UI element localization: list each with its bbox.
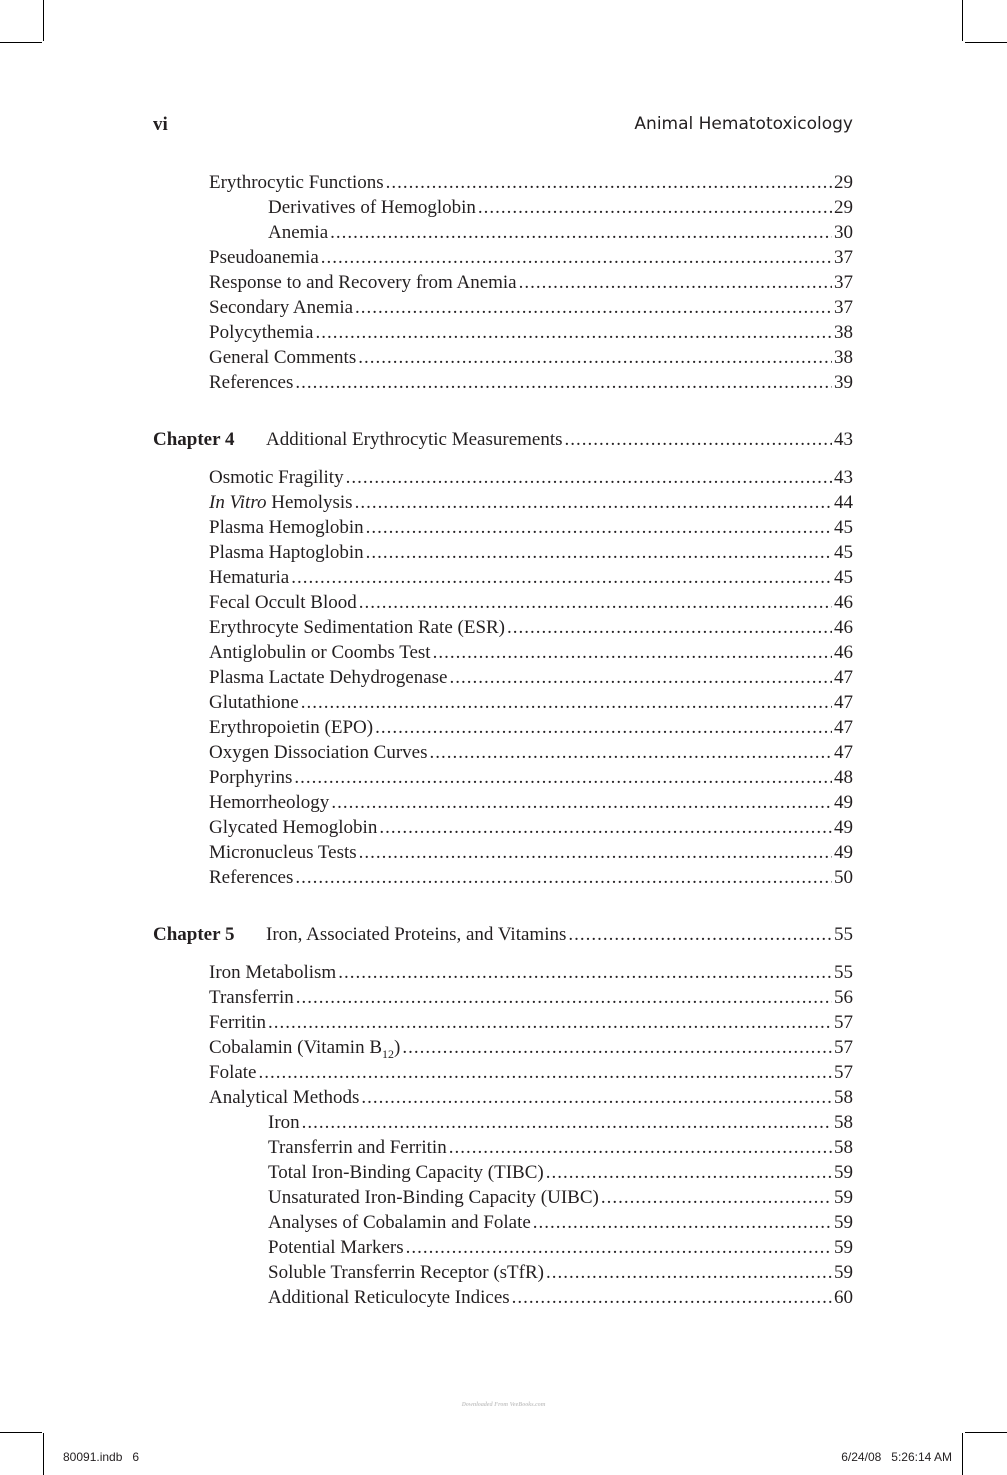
toc-entry-title	[268, 1212, 531, 1234]
toc-entry	[153, 962, 853, 987]
toc-entry-title-text: Oxygen Dissociation Curves	[209, 742, 428, 763]
dot-leader	[355, 492, 832, 514]
toc-page-number: 58	[834, 1137, 853, 1158]
toc-entry-title-text: Iron, Associated Proteins, and Vitamins	[266, 924, 567, 945]
toc-entry-title-text: Erythrocyte Sedimentation Rate (ESR)	[209, 617, 506, 638]
dot-leader	[565, 429, 832, 451]
toc-entry-title-text: Pseudoanemia	[209, 247, 319, 268]
dot-leader	[366, 542, 832, 564]
toc-entry-title-text: Additional Erythrocytic Measurements	[266, 429, 563, 450]
toc-entry	[153, 792, 853, 817]
toc-entry	[153, 1112, 853, 1137]
toc-entry	[153, 1037, 853, 1062]
toc-entry-title	[209, 272, 517, 294]
dot-leader	[601, 1187, 832, 1209]
dot-leader	[295, 867, 832, 889]
toc-page-number: 37	[834, 297, 853, 318]
watermark: Downloaded From VeeBooks.com	[461, 1402, 546, 1408]
toc-entry-title-text: Micronucleus Tests	[209, 842, 357, 863]
toc-entry-title-text: References	[209, 372, 294, 393]
toc-entry-title-text: Porphyrins	[209, 767, 293, 788]
toc-entry	[153, 172, 853, 197]
toc-entry-title-text: Iron Metabolism	[209, 962, 337, 983]
toc-entry	[153, 987, 853, 1012]
dot-leader	[375, 717, 832, 739]
toc-entry-title	[209, 592, 357, 614]
toc-entry-title-italic: In Vitro	[209, 492, 267, 513]
toc-entry-title	[268, 1262, 544, 1284]
toc-entry-title	[266, 429, 563, 451]
toc-page-number: 38	[834, 322, 853, 343]
toc-entry-title	[209, 1037, 400, 1062]
toc-entry-title-text: Secondary Anemia	[209, 297, 354, 318]
toc-entry	[153, 592, 853, 617]
toc-entry-title	[209, 842, 357, 864]
toc-entry-title-text: Analyses of Cobalamin and Folate	[268, 1212, 531, 1233]
crop-mark	[43, 1433, 44, 1475]
toc-page-number: 57	[834, 1037, 853, 1058]
toc-page-number: 50	[834, 867, 853, 888]
toc-entry-title	[268, 1112, 300, 1134]
toc-entry	[153, 867, 853, 892]
toc-entry-title	[209, 962, 336, 984]
toc-page-number: 47	[834, 667, 853, 688]
dot-leader	[366, 517, 832, 539]
dot-leader	[429, 742, 832, 764]
toc-entry-title-text: Potential Markers	[268, 1237, 404, 1258]
toc-page-number: 39	[834, 372, 853, 393]
toc-entry	[153, 517, 853, 542]
toc-entry	[153, 222, 853, 247]
toc-entry-title	[209, 297, 353, 319]
toc-entry	[153, 717, 853, 742]
dot-leader	[259, 1062, 833, 1084]
crop-mark	[43, 0, 44, 41]
toc-page-number: 57	[834, 1012, 853, 1033]
toc-entry-title	[209, 867, 293, 889]
toc-entry	[153, 197, 853, 222]
page-folio: vi	[153, 114, 168, 135]
toc-page-number: 48	[834, 767, 853, 788]
toc-page-number: 49	[834, 842, 853, 863]
dot-leader	[433, 642, 832, 664]
toc-entry	[153, 817, 853, 842]
crop-mark	[962, 0, 963, 41]
toc-entry-title	[268, 1287, 510, 1309]
toc-entry-title-text: Unsaturated Iron-Binding Capacity (UIBC)	[268, 1187, 599, 1208]
toc-entry-title-text: Transferrin and Ferritin	[268, 1137, 447, 1158]
toc-page-number: 46	[834, 617, 853, 638]
footer-timestamp: 6/24/08 5:26:14 AM	[841, 1450, 952, 1464]
toc-page-number: 29	[834, 197, 853, 218]
toc-entry-title	[268, 1237, 404, 1259]
toc-chapter-entry	[153, 429, 853, 454]
toc-entry-title-text: Soluble Transferrin Receptor (sTfR)	[268, 1262, 544, 1283]
dot-leader	[294, 767, 832, 789]
dot-leader	[346, 467, 832, 489]
toc-page-number: 59	[834, 1162, 853, 1183]
dot-leader	[315, 322, 832, 344]
toc-entry-title	[209, 247, 319, 269]
toc-page-number: 38	[834, 347, 853, 368]
toc-entry	[153, 347, 853, 372]
toc-entry-title-text: Erythrocytic Functions	[209, 172, 384, 193]
dot-leader	[301, 692, 832, 714]
dot-leader	[268, 1012, 832, 1034]
toc-entry-title	[209, 1062, 257, 1084]
toc-page-number: 58	[834, 1087, 853, 1108]
toc-entry	[153, 567, 853, 592]
toc-page-number: 59	[834, 1187, 853, 1208]
toc-page-number: 46	[834, 592, 853, 613]
toc-entry-title-text: Ferritin	[209, 1012, 266, 1033]
toc-entry-title-text: Glutathione	[209, 692, 299, 713]
toc-entry-title	[268, 1187, 599, 1209]
toc-page-number: 43	[834, 467, 853, 488]
dot-leader	[338, 962, 832, 984]
toc-entry-title-text: Response to and Recovery from Anemia	[209, 272, 517, 293]
dot-leader	[449, 667, 832, 689]
toc-entry-title-text: Transferrin	[209, 987, 294, 1008]
toc-page-number: 37	[834, 272, 853, 293]
toc-entry	[153, 1012, 853, 1037]
toc-entry-title	[209, 692, 299, 714]
toc-entry-title	[209, 642, 431, 664]
toc-entry-title	[209, 492, 353, 514]
crop-mark	[962, 1433, 963, 1475]
toc-page-number: 47	[834, 742, 853, 763]
dot-leader	[361, 1087, 832, 1109]
toc-entry-title-text: Glycated Hemoglobin	[209, 817, 378, 838]
toc-entry-title	[268, 1137, 447, 1159]
toc-entry-title-text: Cobalamin (Vitamin B	[209, 1037, 383, 1058]
running-head	[153, 114, 853, 138]
dot-leader	[355, 297, 832, 319]
toc-entry-title	[209, 742, 427, 764]
toc-page-number: 59	[834, 1237, 853, 1258]
footer-file: 80091.indb 6	[63, 1450, 140, 1464]
toc-page-number: 44	[834, 492, 853, 513]
toc-entry-title-text: Plasma Lactate Dehydrogenase	[209, 667, 448, 688]
toc-entry-title-suffix: )	[394, 1037, 401, 1058]
toc-entry	[153, 1262, 853, 1287]
toc-entry-title-text: General Comments	[209, 347, 357, 368]
toc-page-number: 45	[834, 567, 853, 588]
toc-entry-title	[268, 222, 328, 244]
toc-chapter-entry	[153, 924, 853, 949]
toc-entry-title	[209, 792, 329, 814]
toc-page-number: 30	[834, 222, 853, 243]
toc-entry-title	[268, 197, 476, 219]
toc-entry	[153, 542, 853, 567]
toc-page-number: 56	[834, 987, 853, 1008]
crop-mark	[965, 42, 1007, 43]
dot-leader	[546, 1262, 832, 1284]
toc-entry	[153, 667, 853, 692]
toc-entry-title	[209, 1087, 359, 1109]
crop-mark	[965, 1432, 1007, 1433]
toc-entry-title-text: Additional Reticulocyte Indices	[268, 1287, 510, 1308]
toc-entry-title	[209, 1012, 266, 1034]
dot-leader	[291, 567, 832, 589]
dot-leader	[478, 197, 832, 219]
toc-entry	[153, 842, 853, 867]
toc-entry-title	[209, 717, 373, 739]
toc-entry-title	[209, 542, 364, 564]
dot-leader	[359, 842, 832, 864]
dot-leader	[406, 1237, 832, 1259]
dot-leader	[296, 987, 832, 1009]
toc-entry-title	[209, 987, 294, 1009]
toc-page-number: 37	[834, 247, 853, 268]
toc-page-number: 55	[834, 962, 853, 983]
toc-entry	[153, 1137, 853, 1162]
toc-entry	[153, 467, 853, 492]
toc-entry-title-text: Analytical Methods	[209, 1087, 360, 1108]
chapter-number: Chapter 5	[153, 924, 235, 945]
crop-mark	[0, 1432, 42, 1433]
dot-leader	[402, 1037, 832, 1059]
dot-leader	[507, 617, 832, 639]
dot-leader	[321, 247, 832, 269]
toc-entry-title	[209, 817, 377, 839]
toc-page-number: 43	[834, 429, 853, 450]
dot-leader	[295, 372, 832, 394]
dot-leader	[568, 924, 832, 946]
toc-page-number: 49	[834, 792, 853, 813]
toc-entry-title	[209, 467, 344, 489]
toc-entry	[153, 1062, 853, 1087]
toc-page-number: 45	[834, 517, 853, 538]
toc-page-number: 60	[834, 1287, 853, 1308]
toc-entry	[153, 617, 853, 642]
toc-entry-title-subscript: 12	[382, 1046, 395, 1061]
table-of-contents	[153, 172, 853, 1312]
toc-page-number: 59	[834, 1262, 853, 1283]
toc-entry-title-text: Plasma Haptoglobin	[209, 542, 364, 563]
toc-entry-title-text: Plasma Hemoglobin	[209, 517, 364, 538]
toc-entry-title	[209, 667, 447, 689]
toc-entry-title-text: Hematuria	[209, 567, 290, 588]
dot-leader	[512, 1287, 832, 1309]
toc-entry	[153, 1287, 853, 1312]
toc-page-number: 29	[834, 172, 853, 193]
toc-entry-title-text: Fecal Occult Blood	[209, 592, 357, 613]
toc-entry-title	[209, 347, 356, 369]
toc-page-number: 45	[834, 542, 853, 563]
toc-entry	[153, 297, 853, 322]
toc-page-number: 58	[834, 1112, 853, 1133]
dot-leader	[533, 1212, 832, 1234]
toc-entry-title-text: Antiglobulin or Coombs Test	[209, 642, 431, 663]
toc-page-number: 47	[834, 717, 853, 738]
toc-entry-title-text: Iron	[268, 1112, 300, 1133]
dot-leader	[358, 347, 832, 369]
toc-entry-title-text: Folate	[209, 1062, 257, 1083]
toc-entry-title	[209, 172, 384, 194]
toc-entry	[153, 322, 853, 347]
toc-entry-title-text: Osmotic Fragility	[209, 467, 344, 488]
toc-entry	[153, 1087, 853, 1112]
dot-leader	[331, 792, 832, 814]
toc-entry	[153, 767, 853, 792]
toc-entry	[153, 1212, 853, 1237]
dot-leader	[546, 1162, 832, 1184]
toc-entry	[153, 1162, 853, 1187]
book-title: Animal Hematotoxicology	[634, 114, 853, 134]
toc-entry-title-text: Anemia	[268, 222, 329, 243]
toc-entry	[153, 492, 853, 517]
toc-entry	[153, 372, 853, 397]
toc-entry-title-text: References	[209, 867, 294, 888]
toc-entry-title	[209, 767, 292, 789]
toc-entry-title-text: Polycythemia	[209, 322, 314, 343]
toc-entry-title	[209, 567, 289, 589]
toc-entry-title	[209, 517, 364, 539]
dot-leader	[386, 172, 832, 194]
toc-entry-title	[209, 322, 313, 344]
toc-page-number: 57	[834, 1062, 853, 1083]
toc-page-number: 59	[834, 1212, 853, 1233]
crop-mark	[0, 42, 42, 43]
dot-leader	[359, 592, 832, 614]
toc-entry	[153, 742, 853, 767]
toc-page-number: 47	[834, 692, 853, 713]
toc-page-number: 46	[834, 642, 853, 663]
dot-leader	[302, 1112, 832, 1134]
toc-entry	[153, 692, 853, 717]
toc-entry	[153, 247, 853, 272]
toc-entry-title-text: Erythropoietin (EPO)	[209, 717, 374, 738]
toc-entry	[153, 1187, 853, 1212]
toc-entry	[153, 642, 853, 667]
toc-entry	[153, 1237, 853, 1262]
toc-page-number: 49	[834, 817, 853, 838]
toc-page-number: 55	[834, 924, 853, 945]
toc-entry-title-text: Hemolysis	[266, 492, 353, 513]
toc-entry-title	[209, 372, 293, 394]
dot-leader	[379, 817, 832, 839]
toc-entry-title	[266, 924, 566, 946]
toc-entry-title-text: Hemorrheology	[209, 792, 330, 813]
dot-leader	[449, 1137, 832, 1159]
toc-entry-title-text: Total Iron-Binding Capacity (TIBC)	[268, 1162, 544, 1183]
toc-entry	[153, 272, 853, 297]
toc-entry-title-text: Derivatives of Hemoglobin	[268, 197, 476, 218]
toc-entry-title	[268, 1162, 544, 1184]
toc-entry-title	[209, 617, 505, 639]
dot-leader	[519, 272, 832, 294]
chapter-number: Chapter 4	[153, 429, 235, 450]
dot-leader	[330, 222, 832, 244]
